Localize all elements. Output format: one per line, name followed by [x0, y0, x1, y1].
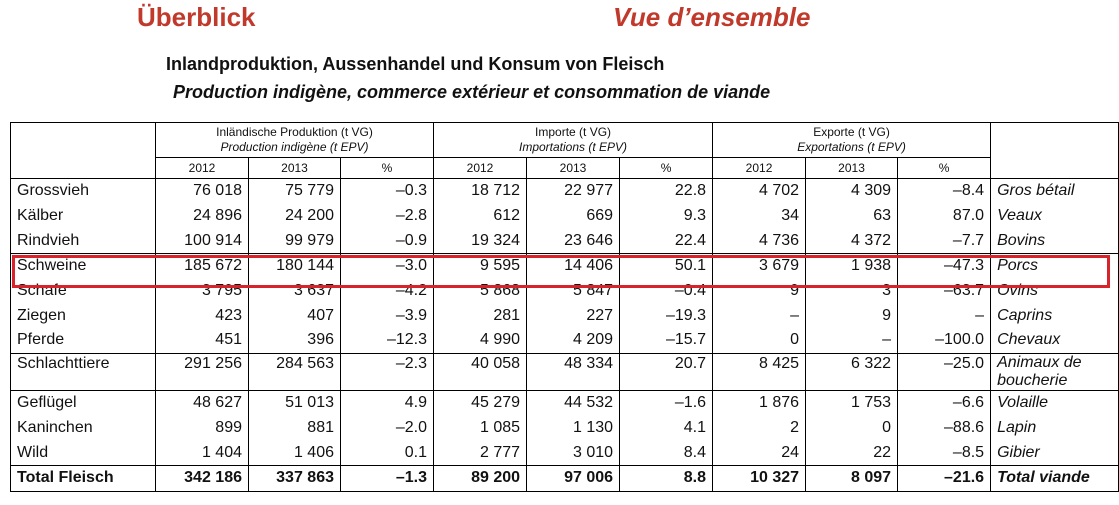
value-cell: 87.0 [898, 204, 991, 229]
value-cell: –12.3 [341, 328, 434, 353]
value-cell: 45 279 [434, 390, 527, 415]
value-cell: – [806, 328, 898, 353]
value-cell: 3 679 [713, 254, 806, 279]
value-cell: 2 777 [434, 440, 527, 465]
value-cell: 24 [713, 440, 806, 465]
value-cell: 20.7 [620, 353, 713, 390]
value-cell: 8 097 [806, 465, 898, 491]
table-row [11, 303, 1119, 328]
value-cell: –3.9 [341, 303, 434, 328]
table-row [11, 328, 1119, 353]
table-row [11, 228, 1119, 253]
value-cell: 9.3 [620, 204, 713, 229]
value-cell: 50.1 [620, 254, 713, 279]
value-cell: 19 324 [434, 228, 527, 253]
value-cell: –7.7 [898, 228, 991, 253]
table-row [11, 440, 1119, 465]
row-label-de: Total Fleisch [17, 469, 114, 487]
meat-table [10, 122, 1119, 492]
table-row [11, 390, 1119, 415]
value-cell: 612 [434, 204, 527, 229]
value-cell: 4.1 [620, 416, 713, 441]
value-cell: 4 372 [806, 228, 898, 253]
value-cell: –2.3 [341, 353, 434, 390]
group-header-exports: Exporte (t VG) Exportations (t EPV) [713, 123, 991, 158]
value-cell: 100 914 [156, 228, 249, 253]
table-row [11, 279, 1119, 304]
value-cell: 3 010 [527, 440, 620, 465]
value-cell: 9 [806, 303, 898, 328]
value-cell: –0.9 [341, 228, 434, 253]
value-cell: –88.6 [898, 416, 991, 441]
table-title-de: Inlandproduktion, Aussenhandel und Konsum von Fleisch [166, 54, 665, 74]
value-cell: 9 [713, 279, 806, 304]
value-cell: 10 327 [713, 465, 806, 491]
value-cell: 8.4 [620, 440, 713, 465]
value-cell: 22.4 [620, 228, 713, 253]
value-cell: 34 [713, 204, 806, 229]
row-label-fr: Gros bétail [991, 179, 1119, 204]
value-cell: 22 977 [527, 179, 620, 204]
value-cell: 407 [249, 303, 341, 328]
value-cell: 4 736 [713, 228, 806, 253]
value-cell: 0 [806, 416, 898, 441]
row-label-fr: Gibier [991, 440, 1119, 465]
group-header-production: Inländische Produktion (t VG) Production indigène (t EPV) [156, 123, 434, 158]
value-cell: –8.4 [898, 179, 991, 204]
subheader-cell: 2013 [527, 158, 620, 179]
value-cell: 1 876 [713, 390, 806, 415]
value-cell: 3 795 [156, 279, 249, 304]
table-row [11, 179, 1119, 204]
corner-cell [11, 123, 156, 179]
value-cell: 899 [156, 416, 249, 441]
subheader-cell: 2012 [434, 158, 527, 179]
value-cell: 396 [249, 328, 341, 353]
group-header-imports: Importe (t VG) Importations (t EPV) [434, 123, 713, 158]
value-cell: 284 563 [249, 353, 341, 390]
value-cell: 1 130 [527, 416, 620, 441]
table-row [11, 204, 1119, 229]
row-label-de: Schafe [17, 282, 67, 300]
value-cell: 8 425 [713, 353, 806, 390]
row-label-fr: Veaux [991, 204, 1119, 229]
subheader-cell: 2012 [713, 158, 806, 179]
value-cell: –15.7 [620, 328, 713, 353]
value-cell: 227 [527, 303, 620, 328]
value-cell: 4.9 [341, 390, 434, 415]
value-cell: –4.2 [341, 279, 434, 304]
value-cell: 51 013 [249, 390, 341, 415]
value-cell: 44 532 [527, 390, 620, 415]
value-cell: 2 [713, 416, 806, 441]
value-cell: –3.0 [341, 254, 434, 279]
value-cell: –8.5 [898, 440, 991, 465]
value-cell: 24 896 [156, 204, 249, 229]
value-cell: 3 637 [249, 279, 341, 304]
row-label-fr: Bovins [991, 228, 1119, 253]
value-cell: 40 058 [434, 353, 527, 390]
value-cell: –2.0 [341, 416, 434, 441]
value-cell: 281 [434, 303, 527, 328]
corner-cell-right [991, 123, 1119, 179]
value-cell: 24 200 [249, 204, 341, 229]
value-cell: 1 085 [434, 416, 527, 441]
row-label-fr [991, 353, 1119, 390]
row-label-fr-line1: Animaux de [997, 353, 1082, 371]
value-cell: 0 [713, 328, 806, 353]
value-cell: –1.3 [341, 465, 434, 491]
value-cell: 99 979 [249, 228, 341, 253]
row-label-de: Ziegen [17, 306, 66, 324]
row-label-de: Kälber [17, 207, 64, 225]
value-cell: 3 [806, 279, 898, 304]
subheader-cell: % [341, 158, 434, 179]
row-label-fr-line2: boucherie [997, 371, 1068, 389]
value-cell: –21.6 [898, 465, 991, 491]
value-cell: 89 200 [434, 465, 527, 491]
table-row [11, 465, 1119, 491]
value-cell: –100.0 [898, 328, 991, 353]
value-cell: 22.8 [620, 179, 713, 204]
value-cell: 0.1 [341, 440, 434, 465]
subheader-cell: 2012 [156, 158, 249, 179]
table-title-fr: Production indigène, commerce extérieur et consommation de viande [173, 82, 771, 102]
value-cell: 4 209 [527, 328, 620, 353]
value-cell: 22 [806, 440, 898, 465]
value-cell: 180 144 [249, 254, 341, 279]
subheader-cell: % [898, 158, 991, 179]
row-label-de: Grossvieh [17, 182, 90, 200]
heading-de: Überblick [137, 2, 256, 32]
value-cell: –0.4 [620, 279, 713, 304]
value-cell: 881 [249, 416, 341, 441]
value-cell: – [898, 303, 991, 328]
row-label-de: Geflügel [17, 394, 77, 412]
value-cell: 23 646 [527, 228, 620, 253]
value-cell: 75 779 [249, 179, 341, 204]
value-cell: 342 186 [156, 465, 249, 491]
value-cell: 1 753 [806, 390, 898, 415]
value-cell: 4 990 [434, 328, 527, 353]
value-cell: 48 334 [527, 353, 620, 390]
value-cell: –63.7 [898, 279, 991, 304]
value-cell: 9 595 [434, 254, 527, 279]
value-cell: –25.0 [898, 353, 991, 390]
value-cell: 1 404 [156, 440, 249, 465]
subheader-cell: 2013 [249, 158, 341, 179]
subheader-cell: 2013 [806, 158, 898, 179]
row-label-fr: Lapin [991, 416, 1119, 441]
value-cell: –1.6 [620, 390, 713, 415]
table-row [11, 254, 1119, 279]
row-label-fr: Ovins [991, 279, 1119, 304]
row-label-fr: Volaille [991, 390, 1119, 415]
row-label-de: Schlachttiere [11, 353, 156, 390]
value-cell: 423 [156, 303, 249, 328]
value-cell: 14 406 [527, 254, 620, 279]
value-cell: 97 006 [527, 465, 620, 491]
value-cell: 5 847 [527, 279, 620, 304]
row-label-de: Wild [11, 440, 156, 465]
value-cell: –6.6 [898, 390, 991, 415]
value-cell: 48 627 [156, 390, 249, 415]
value-cell: 76 018 [156, 179, 249, 204]
value-cell: 5 868 [434, 279, 527, 304]
row-label-de: Rindvieh [11, 228, 156, 253]
row-label-fr: Porcs [991, 254, 1119, 279]
value-cell: 1 938 [806, 254, 898, 279]
row-label-de: Schweine [17, 257, 87, 275]
heading-fr: Vue d’ensemble [613, 2, 811, 32]
value-cell: 6 322 [806, 353, 898, 390]
value-cell: –0.3 [341, 179, 434, 204]
subheader-cell: % [620, 158, 713, 179]
value-cell: 185 672 [156, 254, 249, 279]
value-cell: – [713, 303, 806, 328]
value-cell: –19.3 [620, 303, 713, 328]
value-cell: 291 256 [156, 353, 249, 390]
row-label-fr: Caprins [991, 303, 1119, 328]
value-cell: 1 406 [249, 440, 341, 465]
row-label-de: Pferde [11, 328, 156, 353]
value-cell: 4 309 [806, 179, 898, 204]
row-label-fr: Total viande [991, 465, 1119, 491]
value-cell: 18 712 [434, 179, 527, 204]
value-cell: 4 702 [713, 179, 806, 204]
value-cell: –47.3 [898, 254, 991, 279]
value-cell: –2.8 [341, 204, 434, 229]
table-row [11, 416, 1119, 441]
row-label-fr: Chevaux [991, 328, 1119, 353]
table-row [11, 353, 1119, 390]
value-cell: 63 [806, 204, 898, 229]
value-cell: 451 [156, 328, 249, 353]
value-cell: 669 [527, 204, 620, 229]
value-cell: 8.8 [620, 465, 713, 491]
value-cell: 337 863 [249, 465, 341, 491]
row-label-de: Kaninchen [17, 418, 93, 436]
